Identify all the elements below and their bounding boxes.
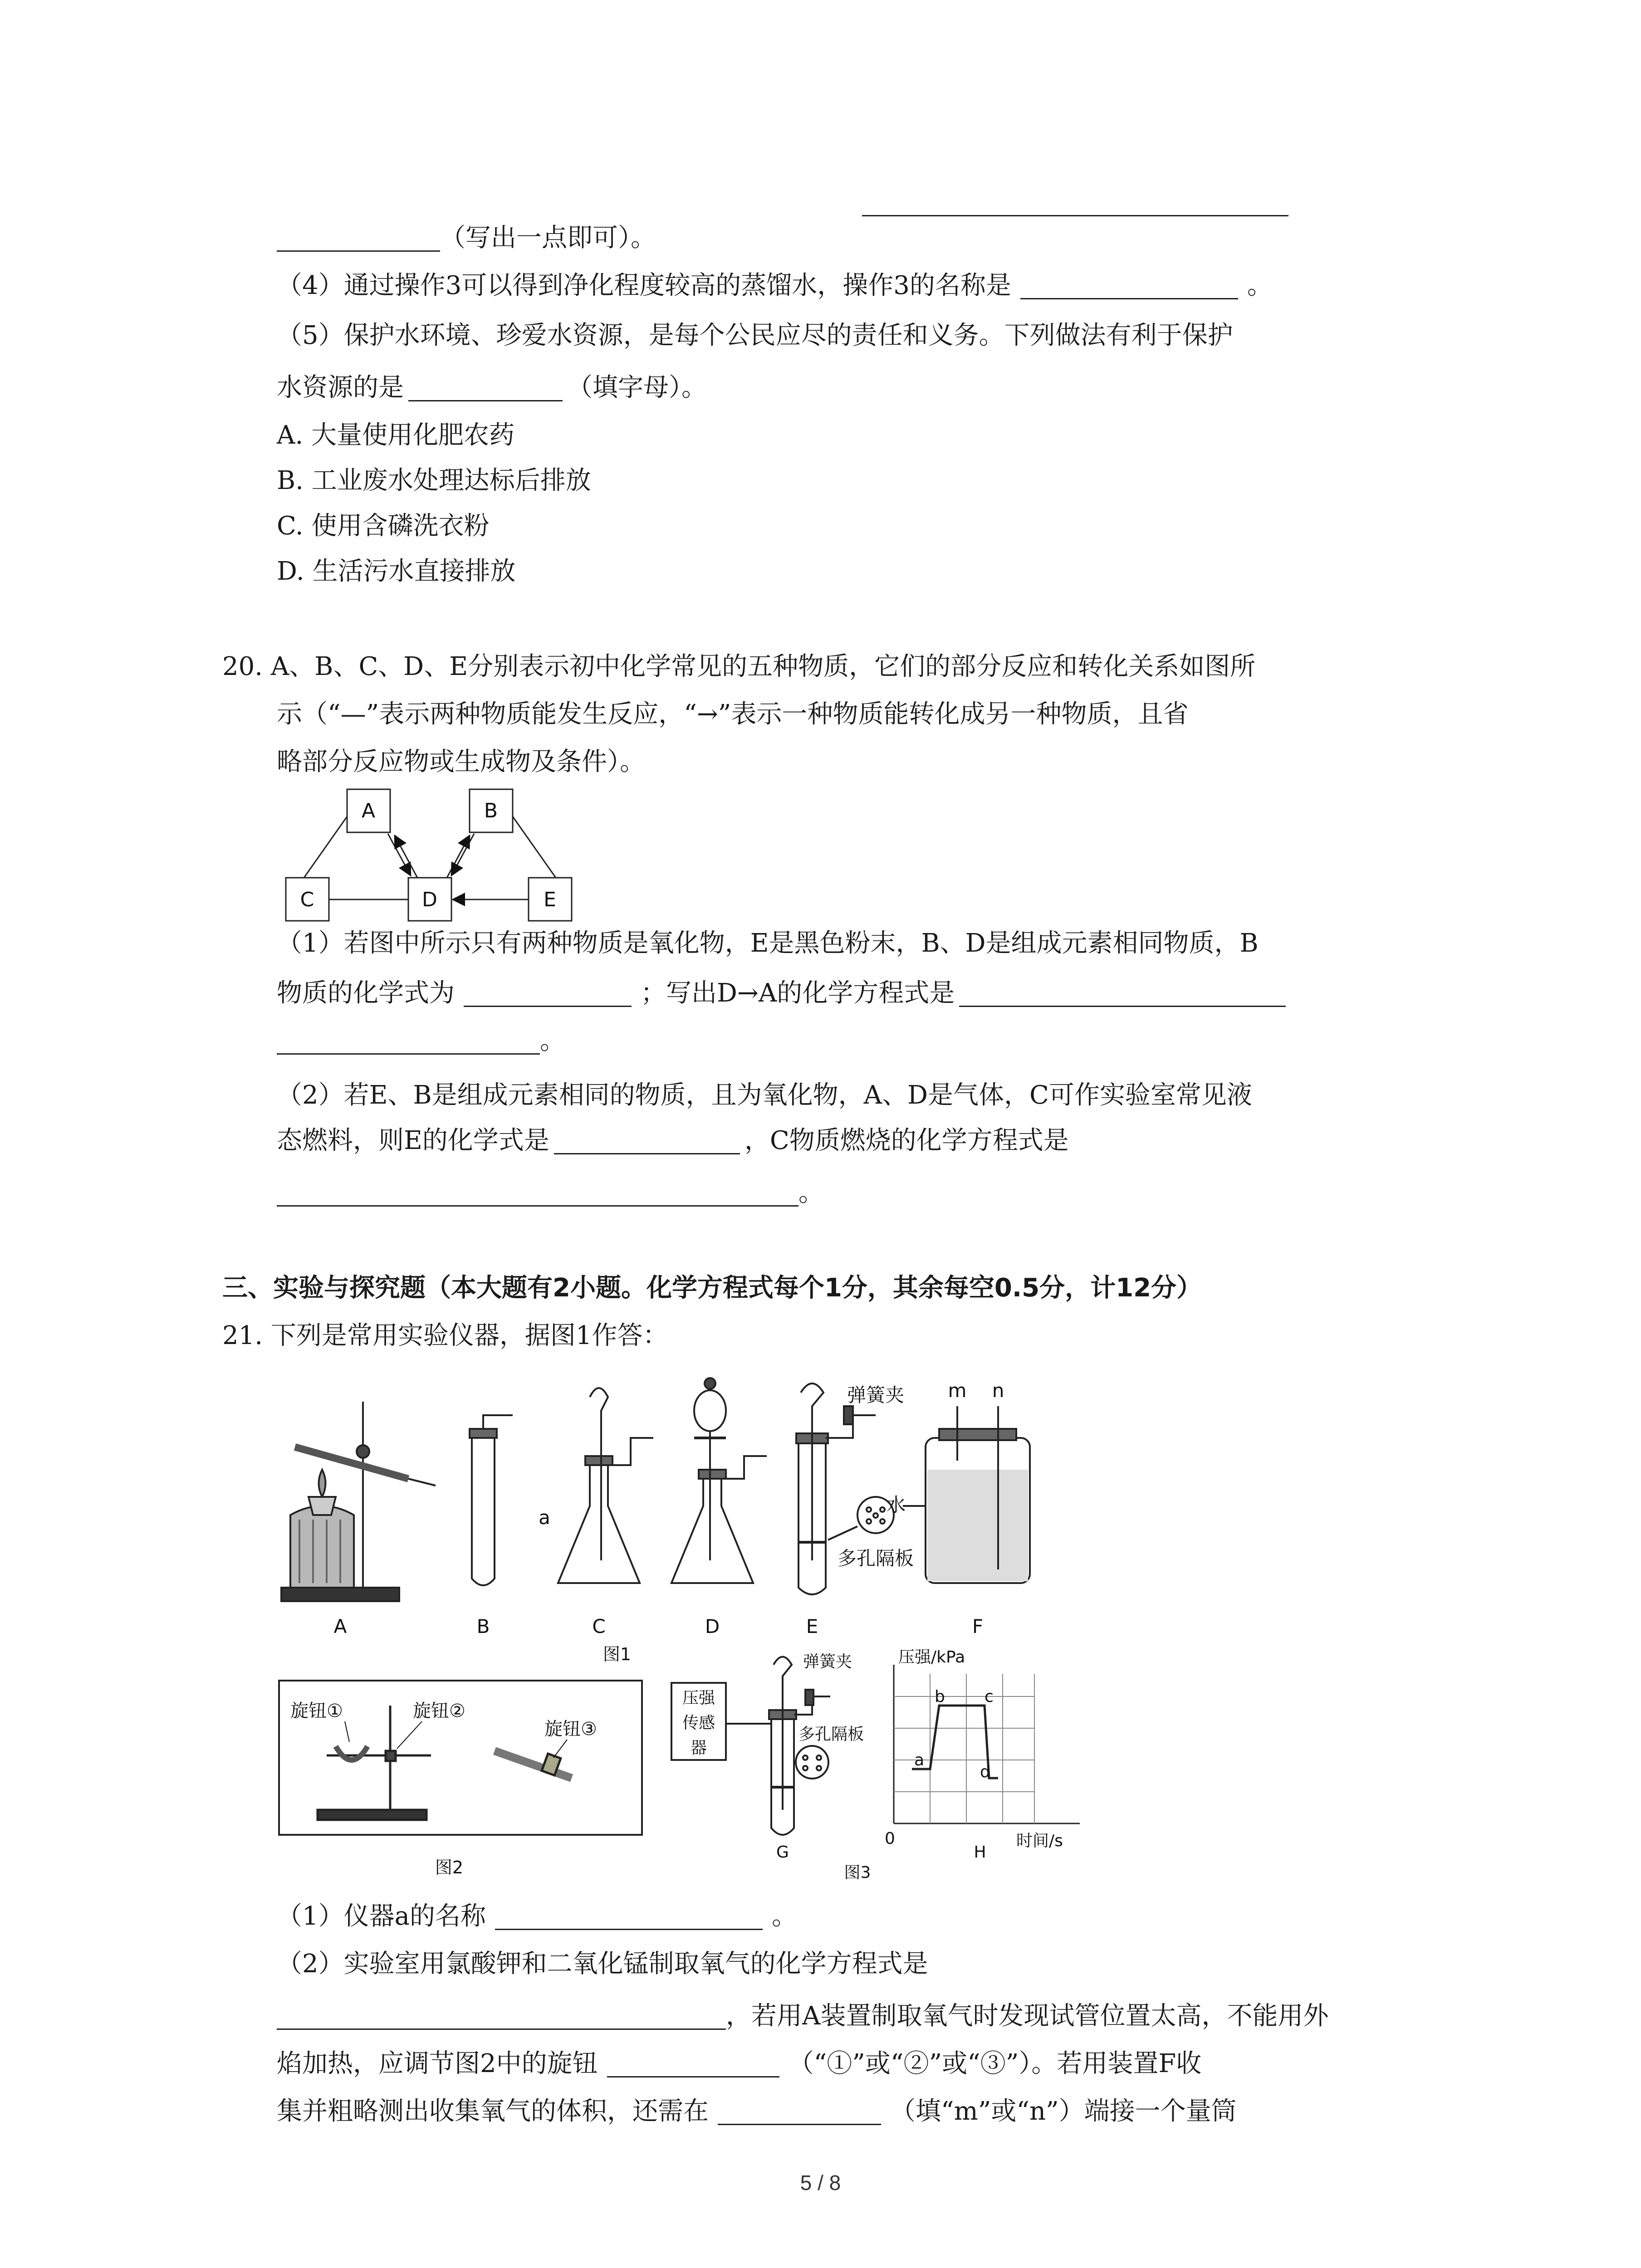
q20-p1-line1: （1）若图中所示只有两种物质是氧化物，E是黑色粉末，B、D是组成元素相同物质，B (277, 929, 1259, 958)
box-label-a: A (361, 799, 376, 822)
label-n: n (992, 1379, 1004, 1402)
q21-p4: 焰加热，应调节图2中的旋钮 （“①”或“②”或“③”）。若用装置F收 (277, 2049, 1202, 2078)
label-a: A (333, 1615, 347, 1637)
apparatus-c (558, 1388, 653, 1583)
answer-blank[interactable] (277, 1025, 540, 1055)
answer-blank[interactable] (464, 978, 632, 1007)
label-f: F (972, 1615, 984, 1637)
answer-blank[interactable] (495, 1901, 763, 1930)
label-m: m (948, 1379, 967, 1402)
label-a-instrument: a (539, 1506, 550, 1529)
figure-1-apparatus (272, 1370, 1125, 1669)
label-spring-clip: 弹簧夹 (847, 1384, 905, 1406)
apparatus-d (671, 1378, 767, 1583)
knob-2-label: 旋钮② (413, 1701, 465, 1721)
answer-blank[interactable] (277, 222, 440, 252)
figure-1-caption: 图1 (603, 1644, 632, 1664)
apparatus-f (903, 1406, 1030, 1583)
fig3-porous-plate-label: 多孔隔板 (798, 1725, 864, 1744)
option-c: C. 使用含磷洗衣粉 (277, 511, 490, 541)
sensor-label-2: 传感 (682, 1714, 715, 1732)
option-b: B. 工业废水处理达标后排放 (277, 466, 591, 495)
answer-blank[interactable] (554, 1125, 740, 1154)
h-xlabel: 时间/s (1016, 1832, 1063, 1850)
figure-3-caption: 图3 (844, 1863, 871, 1882)
figure-2-iron-stand (277, 1678, 649, 1878)
fig3-spring-clip-label: 弹簧夹 (803, 1652, 852, 1671)
label-water: 水 (886, 1494, 906, 1516)
option-d: D. 生活污水直接排放 (277, 557, 516, 586)
answer-blank[interactable] (959, 978, 1286, 1007)
q21-line1: 21. 下列是常用实验仪器，据图1作答： (222, 1321, 668, 1350)
point-c: c (985, 1687, 994, 1706)
box-label-b: B (484, 799, 498, 822)
q21-p2: （2）实验室用氯酸钾和二氧化锰制取氧气的化学方程式是 (277, 1949, 928, 1979)
point-a: a (914, 1751, 925, 1769)
box-label-e: E (544, 888, 556, 911)
figure-3-pressure-setup (667, 1647, 1121, 1882)
q20-p2-line3: 。 (277, 1175, 824, 1211)
answer-blank[interactable] (277, 1177, 798, 1207)
answer-blank[interactable] (862, 186, 1288, 216)
q19-line3: （5）保护水环境、珍爱水资源，是每个公民应尽的责任和义务。下列做法有利于保护 (277, 321, 1233, 350)
figure-2-caption: 图2 (435, 1857, 464, 1877)
answer-blank[interactable] (277, 2000, 726, 2030)
q21-p5: 集并粗略测出收集氧气的体积，还需在 （填“m”或“n”）端接一个量筒 (277, 2097, 1237, 2126)
section-heading: 三、实验与探究题（本大题有2小题。化学方程式每个1分，其余每空0.5分，计12分） (222, 1273, 1202, 1303)
answer-blank[interactable] (1020, 270, 1238, 299)
q20-line3: 略部分反应物或生成物及条件）。 (277, 747, 645, 777)
label-c: C (592, 1615, 606, 1637)
relation-diagram (272, 785, 590, 939)
apparatus-b (470, 1415, 513, 1585)
q19-line2: （4）通过操作3可以得到净化程度较高的蒸馏水，操作3的名称是 。 (277, 271, 1273, 300)
q20-p2-line2: 态燃料，则E的化学式是 ，C物质燃烧的化学方程式是 (277, 1126, 1069, 1155)
box-label-c: C (300, 888, 314, 911)
label-b: B (476, 1615, 490, 1637)
sensor-label-3: 器 (690, 1739, 707, 1757)
answer-blank[interactable] (718, 2096, 881, 2125)
q20-p1-line3: 。 (277, 1023, 565, 1059)
q20-p1-line2: 物质的化学式为 ；写出D→A的化学方程式是 (277, 975, 1286, 1012)
label-g: G (776, 1843, 789, 1862)
option-a: A. 大量使用化肥农药 (277, 420, 515, 450)
apparatus-a (281, 1402, 436, 1601)
answer-blank[interactable] (607, 2048, 779, 2077)
h-ylabel: 压强/kPa (898, 1648, 965, 1667)
q20-line1: 20. A、B、C、D、E分别表示初中化学常见的五种物质，它们的部分反应和转化关系如图所 (222, 652, 1256, 681)
label-h: H (974, 1843, 986, 1862)
q21-p3: ，若用A装置制取氧气时发现试管位置太高，不能用外 (277, 1998, 1328, 2034)
box-label-d: D (422, 888, 437, 911)
q20-line2: 示（“—”表示两种物质能发生反应，“→”表示一种物质能转化成另一种物质，且省 (277, 699, 1189, 729)
q20-p2-line1: （2）若E、B是组成元素相同的物质，且为氧化物，A、D是气体，C可作实验室常见液 (277, 1080, 1252, 1110)
q21-p1: （1）仪器a的名称 。 (277, 1901, 798, 1931)
label-porous-plate: 多孔隔板 (837, 1547, 914, 1569)
point-d: d (980, 1763, 990, 1781)
point-b: b (935, 1687, 945, 1706)
knob-3-label: 旋钮③ (544, 1719, 597, 1740)
q19-line4: 水资源的是 （填字母）。 (277, 373, 707, 402)
page-number: 5 / 8 (800, 2171, 841, 2195)
label-e: E (806, 1615, 818, 1637)
q19-line1: （写出一点即可）。 (277, 220, 656, 256)
h-origin: 0 (885, 1829, 895, 1848)
knob-1-label: 旋钮① (290, 1701, 343, 1721)
label-d: D (705, 1615, 720, 1637)
sensor-label-1: 压强 (682, 1689, 715, 1707)
answer-blank[interactable] (408, 372, 563, 401)
